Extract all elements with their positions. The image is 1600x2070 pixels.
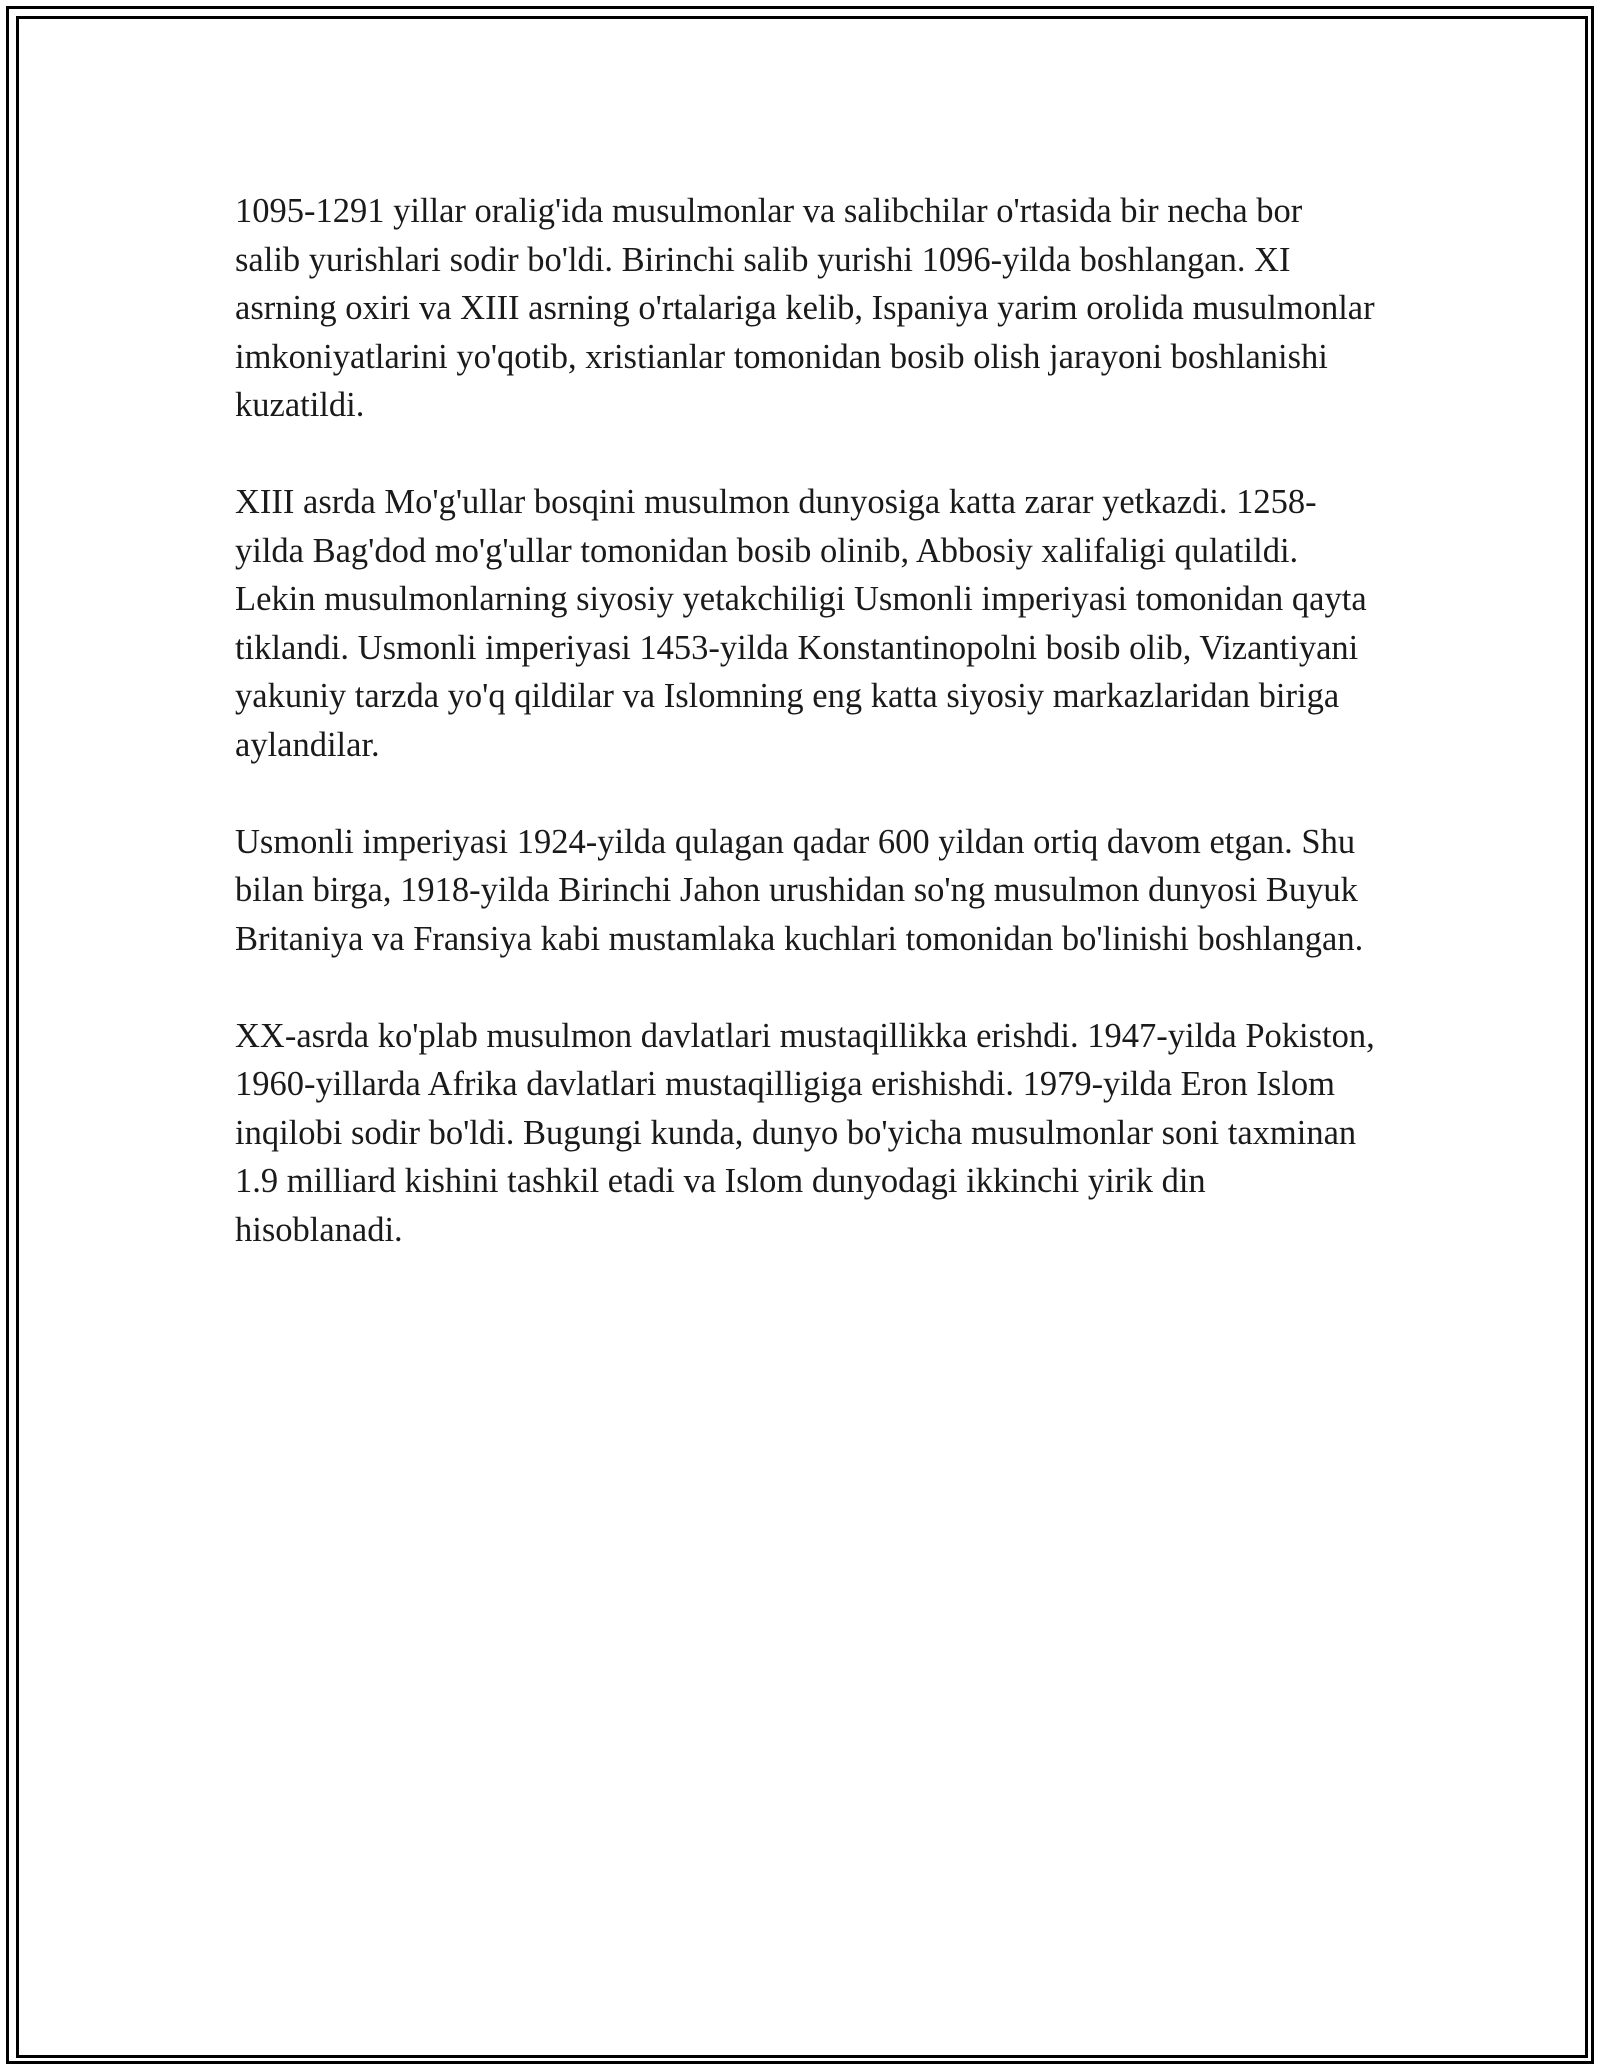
paragraph-mongols-ottomans: XIII asrda Mo'g'ullar bosqini musulmon dunyosiga katta zarar yetkazdi. 1258-yilda Bag'dod mo'g'ullar tomonidan bosib olinib, Abbosiy xalifaligi qulatildi. Lekin musulmonlarning siyosiy yetakchiligi Usmonli imperiyasi tomonidan qayta tiklandi. Usmonli imperiyasi 1453-yilda Konstantinopolni bosib olib, Vizantiyani yakuniy tarzda yo'q qildilar va Islomning eng katta siyosiy markazlaridan biriga aylandilar. — [235, 483, 1367, 764]
paragraph-ottoman-decline: Usmonli imperiyasi 1924-yilda qulagan qadar 600 yildan ortiq davom etgan. Shu bilan birga, 1918-yilda Birinchi Jahon urushidan so'ng musulmon dunyosi Buyuk Britaniya va Fransiya kabi mustamlaka kuchlari tomonidan bo'linishi boshlangan. — [235, 822, 1364, 958]
paragraph-crusades: 1095-1291 yillar oralig'ida musulmonlar va salibchilar o'rtasida bir necha bor salib yurishlari sodir bo'ldi. Birinchi salib yurishi 1096-yilda boshlangan. XI asrning oxiri va XIII asrning o'rtalariga kelib, Ispaniya yarim orolida musulmonlar imkoniyatlarini yo'qotib, xristianlar tomonidan bosib olish jarayoni boshlanishi kuzatildi. — [235, 192, 1375, 424]
document-body — [235, 187, 1375, 1303]
paragraph-independence: XX-asrda ko'plab musulmon davlatlari mustaqillikka erishdi. 1947-yilda Pokiston, 1960-yillarda Afrika davlatlari mustaqilligiga erishishdi. 1979-yilda Eron Islom inqilobi sodir bo'ldi. Bugungi kunda, dunyo bo'yicha musulmonlar soni taxminan 1.9 milliard kishini tashkil etadi va Islom dunyodagi ikkinchi yirik din hisoblanadi. — [235, 1016, 1375, 1249]
